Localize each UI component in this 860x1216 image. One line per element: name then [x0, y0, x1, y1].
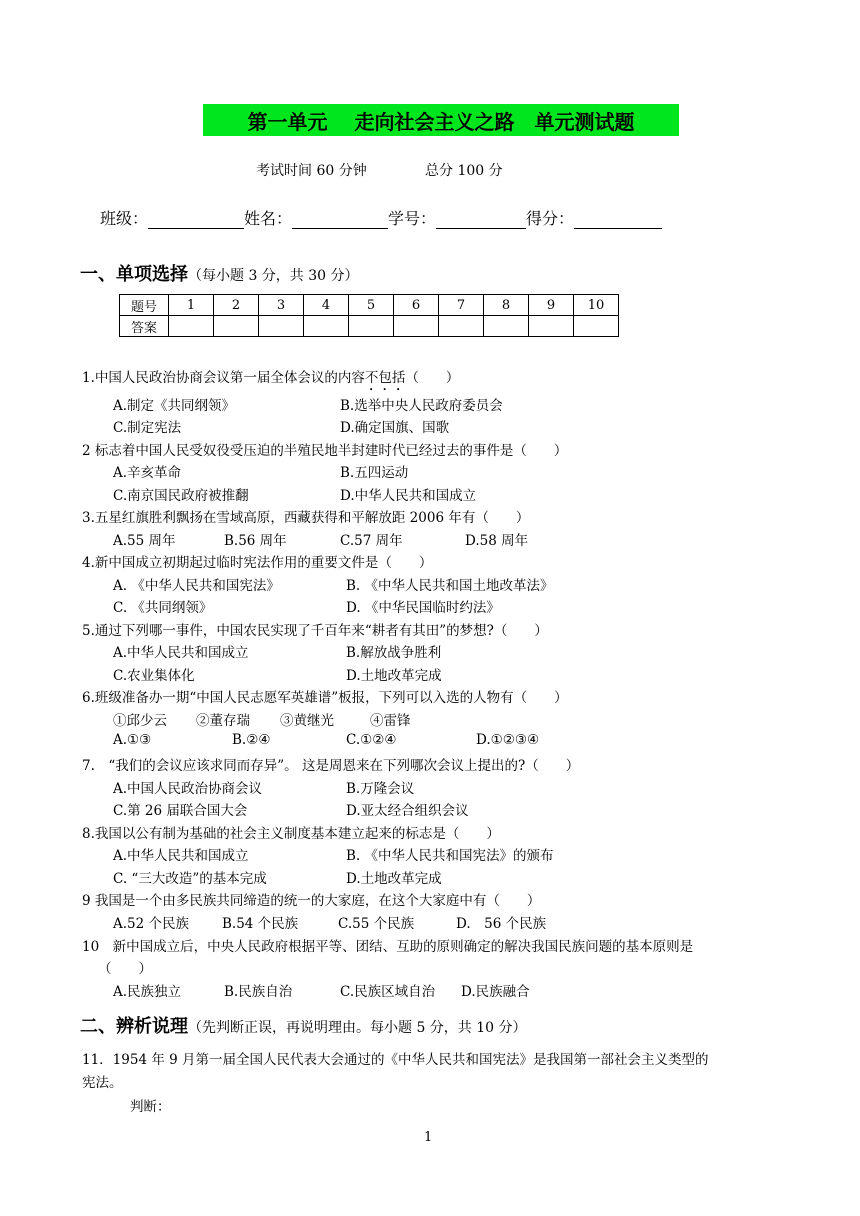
student-info-fields [100, 206, 662, 229]
exam-time: 考试时间 60 分钟 [256, 163, 367, 179]
question-11-stem: 11．1954 年 9 月第一届全国人民代表大会通过的《中华人民共和国宪法》是我国第一部社会主义类型的 [82, 1052, 709, 1068]
section2-note: （先判断正误，再说明理由。每小题 5 分，共 10 分） [188, 1020, 527, 1036]
table-cell: 3 [259, 295, 304, 316]
question-6-item-4: ④雷锋 [370, 713, 411, 729]
question-6-option-c[interactable]: C.①②④ [346, 732, 397, 748]
answer-cell[interactable] [529, 316, 574, 337]
question-8-option-a[interactable]: A.中华人民共和国成立 [113, 848, 249, 864]
question-5-option-c[interactable]: C.农业集体化 [113, 668, 195, 684]
table-cell: 9 [529, 295, 574, 316]
question-6-item-2: ②董存瑞 [196, 713, 250, 729]
question-10-option-c[interactable]: C.民族区域自治 [340, 984, 436, 1000]
question-3-option-c[interactable]: C.57 周年 [340, 533, 403, 549]
section1-note: （每小题 3 分，共 30 分） [188, 268, 359, 284]
question-6-item-3: ③黄继光 [280, 713, 334, 729]
question-2-option-a[interactable]: A.辛亥革命 [113, 465, 182, 481]
answer-cell[interactable] [394, 316, 439, 337]
page-number: 1 [424, 1130, 433, 1145]
table-cell: 10 [574, 295, 619, 316]
question-4-option-c[interactable]: C. 《共同纲领》 [113, 600, 213, 616]
question-3-stem: 3.五星红旗胜利飘扬在雪域高原，西藏获得和平解放距 2006 年有（ ） [82, 510, 530, 526]
question-11-stem-cont: 宪法。 [82, 1075, 123, 1091]
name-blank[interactable] [292, 212, 388, 229]
question-3-option-d[interactable]: D.58 周年 [465, 533, 529, 549]
table-cell: 1 [169, 295, 214, 316]
question-1-option-b[interactable]: B.选举中央人民政府委员会 [340, 398, 503, 414]
student-id-label: 学号： [388, 209, 437, 228]
question-10-option-d[interactable]: D.民族融合 [461, 984, 530, 1000]
question-4-option-d[interactable]: D. 《中华民国临时约法》 [346, 600, 500, 616]
score-label: 得分： [526, 209, 575, 228]
question-6-option-a[interactable]: A.①③ [113, 732, 152, 748]
question-7-option-b[interactable]: B.万隆会议 [346, 781, 415, 797]
table-cell: 4 [304, 295, 349, 316]
question-7-stem: 7. “我们的会议应该求同而存异”。 这是周恩来在下列哪次会议上提出的?（ ） [82, 758, 580, 774]
question-6-stem: 6.班级准备办一期“中国人民志愿军英雄谱”板报，下列可以入选的人物有（ ） [82, 690, 568, 706]
table-cell: 5 [349, 295, 394, 316]
answer-table-number-row [120, 295, 619, 316]
question-5-option-a[interactable]: A.中华人民共和国成立 [113, 645, 249, 661]
question-7-option-d[interactable]: D.亚太经合组织会议 [346, 803, 469, 819]
answer-table-answer-row [120, 316, 619, 337]
question-5-stem: 5.通过下列哪一事件，中国农民实现了千百年来“耕者有其田”的梦想?（ ） [82, 623, 548, 639]
question-7-option-c[interactable]: C.第 26 届联合国大会 [113, 803, 248, 819]
answer-cell[interactable] [214, 316, 259, 337]
question-9-option-b[interactable]: B.54 个民族 [222, 916, 299, 932]
row-label: 题号 [120, 295, 169, 316]
question-2-option-c[interactable]: C.南京国民政府被推翻 [113, 488, 249, 504]
table-cell: 6 [394, 295, 439, 316]
question-2-option-b[interactable]: B.五四运动 [340, 465, 409, 481]
question-6-option-b[interactable]: B.②④ [232, 732, 271, 748]
question-1-option-a[interactable]: A.制定《共同纲领》 [113, 398, 236, 414]
question-7-option-a[interactable]: A.中国人民政治协商会议 [113, 781, 263, 797]
question-10-option-b[interactable]: B.民族自治 [224, 984, 293, 1000]
class-label: 班级： [100, 209, 149, 228]
question-3-option-b[interactable]: B.56 周年 [224, 533, 287, 549]
answer-cell[interactable] [349, 316, 394, 337]
question-3-option-a[interactable]: A.55 周年 [113, 533, 176, 549]
question-8-option-b[interactable]: B. 《中华人民共和国宪法》的颁布 [346, 848, 554, 864]
answer-cell[interactable] [259, 316, 304, 337]
answer-cell[interactable] [439, 316, 484, 337]
answer-cell[interactable] [304, 316, 349, 337]
question-10-stem: 10 新中国成立后，中央人民政府根据平等、团结、互助的原则确定的解决我国民族问题的基本原则是 [82, 939, 694, 955]
question-6-item-1: ①邱少云 [113, 713, 167, 729]
answer-cell[interactable] [574, 316, 619, 337]
table-cell: 2 [214, 295, 259, 316]
question-9-option-d[interactable]: D. 56 个民族 [456, 916, 547, 932]
answer-cell[interactable] [484, 316, 529, 337]
question-2-stem: 2 标志着中国人民受奴役受压迫的半殖民地半封建时代已经过去的事件是（ ） [82, 443, 568, 459]
total-score: 总分 100 分 [425, 163, 503, 179]
answer-table [119, 294, 619, 337]
question-5-option-b[interactable]: B.解放战争胜利 [346, 645, 442, 661]
section2-heading: 二、辨析说理（先判断正误，再说明理由。每小题 5 分，共 10 分） [80, 1016, 527, 1037]
question-4-option-b[interactable]: B. 《中华人民共和国土地改革法》 [346, 578, 554, 594]
page-title: 第一单元 走向社会主义之路 单元测试题 [203, 104, 679, 136]
emphasis-text: 不包括 [364, 370, 406, 386]
question-9-option-a[interactable]: A.52 个民族 [113, 916, 190, 932]
table-cell: 8 [484, 295, 529, 316]
class-blank[interactable] [148, 212, 244, 229]
question-8-stem: 8.我国以公有制为基础的社会主义制度基本建立起来的标志是（ ） [82, 826, 500, 842]
section1-heading: 一、单项选择（每小题 3 分，共 30 分） [80, 264, 359, 285]
question-6-option-d[interactable]: D.①②③④ [476, 732, 540, 748]
question-10-stem-cont: （ ） [98, 961, 152, 977]
question-4-option-a[interactable]: A. 《中华人民共和国宪法》 [113, 578, 280, 594]
question-10-option-a[interactable]: A.民族独立 [113, 984, 182, 1000]
question-5-option-d[interactable]: D.土地改革完成 [346, 668, 442, 684]
question-9-option-c[interactable]: C.55 个民族 [338, 916, 415, 932]
question-8-option-c[interactable]: C. “三大改造”的基本完成 [113, 871, 267, 887]
question-1-option-c[interactable]: C.制定宪法 [113, 420, 182, 436]
row-label: 答案 [120, 316, 169, 337]
question-1-option-d[interactable]: D.确定国旗、国歌 [340, 420, 450, 436]
question-1-stem: 1.中国人民政治协商会议第一届全体会议的内容不包括（ ） [82, 370, 460, 386]
answer-cell[interactable] [169, 316, 214, 337]
judge-label: 判断： [130, 1099, 171, 1115]
name-label: 姓名： [244, 209, 293, 228]
question-2-option-d[interactable]: D.中华人民共和国成立 [340, 488, 477, 504]
table-cell: 7 [439, 295, 484, 316]
student-id-blank[interactable] [436, 212, 526, 229]
question-8-option-d[interactable]: D.土地改革完成 [346, 871, 442, 887]
score-blank[interactable] [574, 212, 662, 229]
question-4-stem: 4.新中国成立初期起过临时宪法作用的重要文件是（ ） [82, 555, 433, 571]
question-9-stem: 9 我国是一个由多民族共同缔造的统一的大家庭，在这个大家庭中有（ ） [82, 893, 541, 909]
